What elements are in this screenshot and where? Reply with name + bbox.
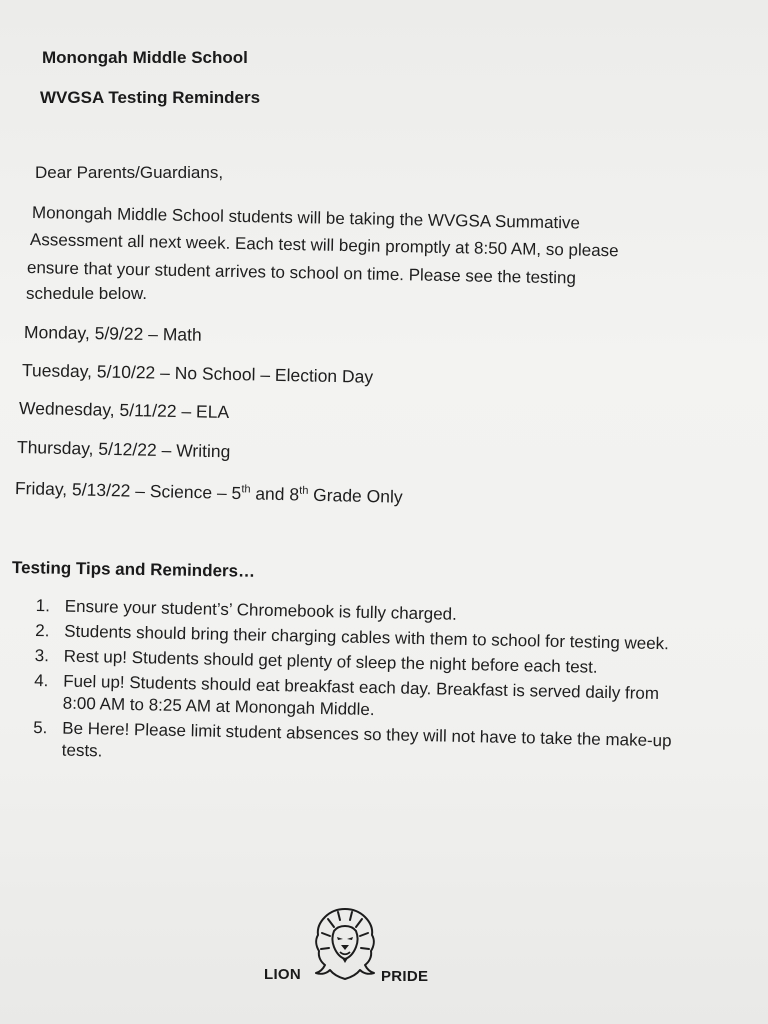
list-text: Be Here! Please limit student absences so they will not have to take the make-up tests. <box>61 718 672 761</box>
list-text: Rest up! Students should get plenty of sleep the night before each test. <box>63 646 598 677</box>
schedule-monday: Monday, 5/9/22 – Math <box>23 322 202 345</box>
list-text: Students should bring their charging cables with them to school for testing week. <box>64 621 670 654</box>
intro-line: schedule below. <box>26 284 147 303</box>
intro-line: ensure that your student arrives to school on time. Please see the testing <box>26 258 577 288</box>
schedule-tuesday: Tuesday, 5/10/22 – No School – Election Day <box>21 360 374 387</box>
list-number: 3. <box>34 645 50 666</box>
schedule-friday <box>15 478 403 508</box>
school-name: Monongah Middle School <box>42 48 248 67</box>
page-title: WVGSA Testing Reminders <box>40 88 261 107</box>
list-number: 4. <box>34 670 49 691</box>
footer-pride-label: PRIDE <box>381 968 429 985</box>
friday-suffix: Grade Only <box>308 484 403 507</box>
list-text: Ensure your student’s’ Chromebook is fully charged. <box>64 596 458 624</box>
tips-title: Testing Tips and Reminders… <box>11 558 256 581</box>
greeting: Dear Parents/Guardians, <box>35 163 224 182</box>
list-text: Fuel up! Students should eat breakfast each day. Breakfast is served daily from 8:00 AM to 8:25 AM at Monongah Middle. <box>62 671 660 720</box>
friday-middle: and 8 <box>250 483 300 505</box>
friday-sup-1: th <box>241 483 251 496</box>
friday-prefix: Friday, 5/13/22 – Science – 5 <box>14 478 242 504</box>
list-number: 1. <box>35 595 51 616</box>
footer-lion-label: LION <box>264 966 302 983</box>
schedule-wednesday: Wednesday, 5/11/22 – ELA <box>18 398 230 423</box>
lion-head-icon <box>310 905 380 983</box>
intro-line: Monongah Middle School students will be taking the WVGSA Summative <box>31 203 581 233</box>
friday-sup-2: th <box>299 484 309 497</box>
tips-list <box>32 595 695 778</box>
list-number: 5. <box>33 717 48 738</box>
list-number: 2. <box>35 620 50 641</box>
intro-line: Assessment all next week. Each test will begin promptly at 8:50 AM, so please <box>29 230 619 261</box>
schedule-thursday: Thursday, 5/12/22 – Writing <box>16 437 231 462</box>
